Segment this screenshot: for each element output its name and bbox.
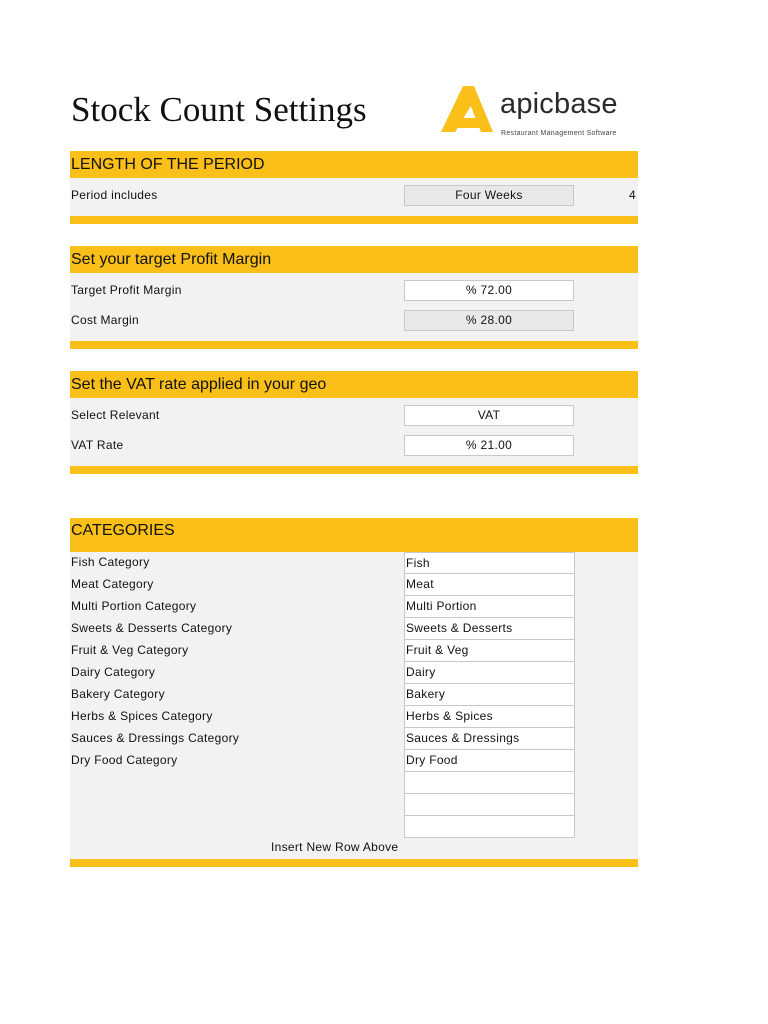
page-title: Stock Count Settings — [71, 90, 367, 129]
category-row — [70, 618, 638, 640]
category-label: Bakery Category — [71, 687, 165, 701]
vat-rate-row — [70, 435, 638, 457]
category-input[interactable]: Fruit & Veg — [404, 640, 575, 662]
margin-section-header: Set your target Profit Margin — [70, 246, 638, 273]
vat-select-row — [70, 405, 638, 427]
category-input[interactable]: Multi Portion — [404, 596, 575, 618]
category-row — [70, 706, 638, 728]
category-label: Herbs & Spices Category — [71, 709, 213, 723]
vat-select[interactable]: VAT — [404, 405, 574, 426]
categories-list — [70, 552, 638, 838]
categories-section — [70, 518, 638, 867]
category-input[interactable]: Meat — [404, 574, 575, 596]
period-label: Period includes — [71, 188, 158, 202]
category-row-empty — [70, 794, 638, 816]
section-footer-bar — [70, 341, 638, 349]
category-row — [70, 662, 638, 684]
vat-section — [70, 371, 638, 474]
target-margin-input[interactable]: % 72.00 — [404, 280, 574, 301]
category-input[interactable] — [404, 816, 575, 838]
category-label: Fish Category — [71, 555, 150, 569]
category-input[interactable] — [404, 794, 575, 816]
apicbase-logo — [441, 86, 641, 142]
category-label: Sauces & Dressings Category — [71, 731, 240, 745]
cost-margin-row — [70, 310, 638, 332]
target-margin-row — [70, 280, 638, 302]
cost-margin-label: Cost Margin — [71, 313, 139, 327]
vat-select-label: Select Relevant — [71, 408, 160, 422]
category-row — [70, 728, 638, 750]
category-row-empty — [70, 816, 638, 838]
category-row-empty — [70, 772, 638, 794]
section-footer-bar — [70, 859, 638, 867]
category-row — [70, 596, 638, 618]
category-label: Fruit & Veg Category — [71, 643, 189, 657]
category-row — [70, 684, 638, 706]
logo-wordmark: apicbase — [500, 88, 618, 120]
section-footer-bar — [70, 216, 638, 224]
category-label: Dairy Category — [71, 665, 156, 679]
period-row — [70, 185, 638, 207]
logo-tagline: Restaurant Management Software — [501, 130, 617, 137]
category-row — [70, 640, 638, 662]
category-input[interactable]: Dairy — [404, 662, 575, 684]
period-count: 4 — [629, 188, 636, 202]
insert-new-row-button[interactable]: Insert New Row Above — [271, 840, 399, 854]
vat-rate-label: VAT Rate — [71, 438, 124, 452]
category-row — [70, 552, 638, 574]
category-input[interactable]: Bakery — [404, 684, 575, 706]
category-input[interactable]: Dry Food — [404, 750, 575, 772]
category-input[interactable]: Sweets & Desserts — [404, 618, 575, 640]
category-label: Multi Portion Category — [71, 599, 197, 613]
category-input[interactable]: Sauces & Dressings — [404, 728, 575, 750]
cost-margin-value: % 28.00 — [404, 310, 574, 331]
category-input[interactable] — [404, 772, 575, 794]
period-select[interactable]: Four Weeks — [404, 185, 574, 206]
category-input[interactable]: Fish — [404, 552, 575, 574]
margin-section — [70, 246, 638, 349]
section-footer-bar — [70, 466, 638, 474]
category-input[interactable]: Herbs & Spices — [404, 706, 575, 728]
category-label: Meat Category — [71, 577, 154, 591]
category-label: Sweets & Desserts Category — [71, 621, 233, 635]
category-row — [70, 750, 638, 772]
category-label: Dry Food Category — [71, 753, 178, 767]
vat-section-header: Set the VAT rate applied in your geo — [70, 371, 638, 398]
categories-section-header: CATEGORIES — [70, 518, 638, 552]
category-row — [70, 574, 638, 596]
period-section — [70, 151, 638, 224]
apicbase-logo-icon — [441, 86, 493, 134]
target-margin-label: Target Profit Margin — [71, 283, 182, 297]
period-section-header: LENGTH OF THE PERIOD — [70, 151, 638, 178]
vat-rate-input[interactable]: % 21.00 — [404, 435, 574, 456]
